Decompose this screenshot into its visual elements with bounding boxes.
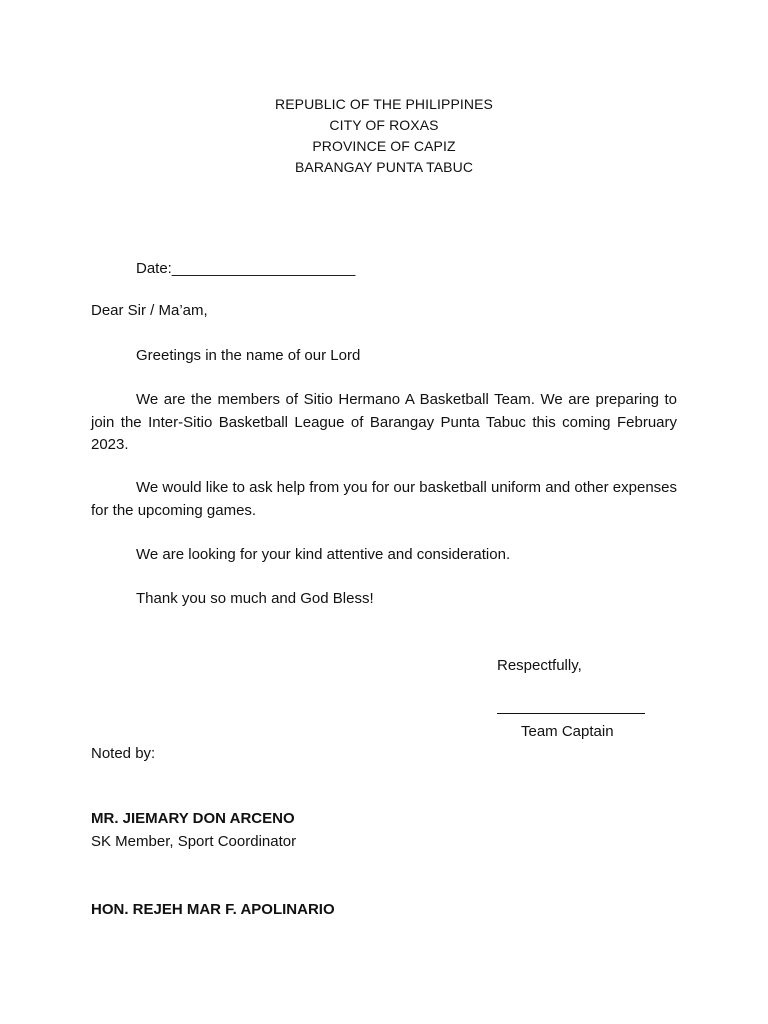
header-republic: REPUBLIC OF THE PHILIPPINES	[275, 96, 493, 112]
noted-person2-name: HON. REJEH MAR F. APOLINARIO	[91, 901, 335, 918]
body-paragraph-2: We would like to ask help from you for our basketball uniform and other expenses for the upcoming games.	[91, 479, 677, 519]
noted-person1-title: SK Member, Sport Coordinator	[91, 833, 297, 850]
body-paragraph-4: Thank you so much and God Bless!	[136, 590, 374, 607]
header-province: PROVINCE OF CAPIZ	[312, 138, 456, 154]
signature-line	[497, 713, 645, 714]
date-field: Date:______________________	[136, 260, 356, 277]
signer-title: Team Captain	[521, 723, 614, 740]
greeting: Greetings in the name of our Lord	[136, 347, 361, 364]
header-barangay: BARANGAY PUNTA TABUC	[294, 159, 474, 175]
closing-respectfully: Respectfully,	[497, 657, 582, 674]
body-paragraph-1: We are the members of Sitio Hermano A Basketball Team. We are preparing to join the Inter-Sitio Basketball League of Barangay Punta Tabuc this coming February 2023.	[91, 391, 677, 453]
header-city: CITY OF ROXAS	[329, 117, 439, 133]
noted-by-label: Noted by:	[91, 745, 156, 762]
noted-person1-name: MR. JIEMARY DON ARCENO	[91, 810, 295, 827]
salutation: Dear Sir / Ma’am,	[91, 302, 208, 319]
body-paragraph-3: We are looking for your kind attentive and consideration.	[136, 546, 511, 563]
